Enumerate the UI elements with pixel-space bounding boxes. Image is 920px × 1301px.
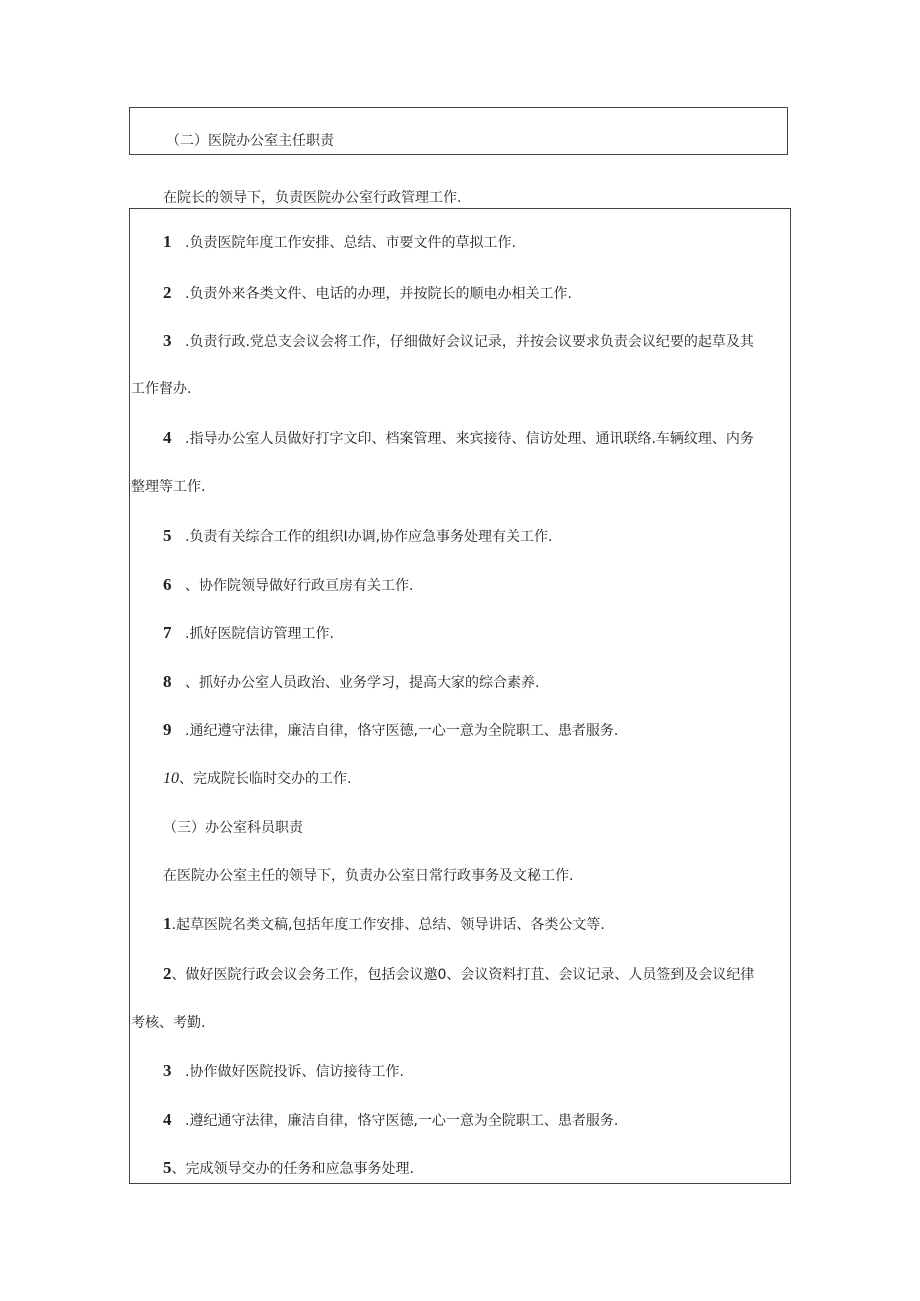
- item-text: 负责医院年度工作安排、总结、市要文件的草拟工作.: [189, 235, 516, 251]
- list-item: [163, 526, 552, 547]
- item-text: 协作院领导做好行政亘房有关工作.: [199, 578, 414, 594]
- list-item: [163, 720, 618, 741]
- item-text-continued: 整理等工作.: [131, 479, 206, 495]
- item-text: 负责外来各类文件、电话的办理，并按院长的顺电办相关工作.: [189, 286, 572, 302]
- item-number: 3: [163, 1061, 172, 1080]
- section-heading: [163, 818, 303, 838]
- list-item: [163, 623, 334, 644]
- list-item: [163, 672, 539, 693]
- item-number: 2: [163, 964, 172, 983]
- item-number: 4: [163, 428, 172, 447]
- item-separator: .: [185, 286, 190, 302]
- item-separator: .: [185, 529, 190, 545]
- item-number: 1: [163, 232, 172, 251]
- list-item: [163, 1061, 404, 1082]
- item-number: 7: [163, 623, 172, 642]
- item-text: 做好医院行政会议会务工作，包括会议邀0、会议资料打苴、会议记录、人员签到及会议纪律: [185, 967, 755, 983]
- item-number: 2: [163, 283, 172, 302]
- item-text: 负责有关综合工作的组织I办调,协作应急事务处理有关工作.: [189, 529, 553, 545]
- item-separator: .: [171, 917, 176, 933]
- section-heading-text: （二）医院办公室主任职责: [166, 133, 334, 149]
- list-item: [163, 769, 351, 789]
- item-text: 通纪遵守法律，廉洁自律，恪守医德,一心一意为全院职工、患者服务.: [189, 723, 619, 739]
- list-item: [163, 1158, 414, 1179]
- item-number: 5: [163, 1158, 172, 1177]
- item-text-continued: 工作督办.: [131, 381, 192, 397]
- item-separator: .: [185, 1064, 190, 1080]
- item-separator: 、: [185, 675, 199, 691]
- item-text: 起草医院名类文稿,包括年度工作安排、总结、领导讲话、各类公文等.: [175, 917, 605, 933]
- item-text: 抓好医院信访管理工作.: [189, 626, 334, 642]
- item-text: 协作做好医院投诉、信访接待工作.: [189, 1064, 404, 1080]
- item-separator: .: [185, 431, 190, 447]
- item-number: 1: [163, 914, 172, 933]
- item-separator: 、: [171, 1161, 186, 1177]
- item-number: 5: [163, 526, 172, 545]
- item-number: 9: [163, 720, 172, 739]
- section-heading: [166, 131, 334, 151]
- section-intro: [163, 866, 573, 886]
- item-text-continued: 考核、考勤.: [131, 1015, 206, 1031]
- item-separator: .: [185, 235, 190, 251]
- item-number: 4: [163, 1110, 172, 1129]
- item-separator: 、: [179, 771, 193, 787]
- item-number: 6: [163, 575, 172, 594]
- item-separator: .: [185, 626, 190, 642]
- list-item: [163, 331, 754, 352]
- list-item-continuation: [131, 477, 205, 497]
- section-intro: [163, 188, 461, 208]
- item-separator: 、: [171, 967, 186, 983]
- list-item: [163, 283, 572, 304]
- item-text: 完成院长临时交办的工作.: [193, 771, 352, 787]
- item-separator: .: [185, 1113, 190, 1129]
- content-frame: [129, 208, 791, 1184]
- list-item: [163, 914, 605, 935]
- list-item: [163, 232, 516, 253]
- item-text: 指导办公室人员做好打字文印、档案管理、来宾接待、信访处理、通讯联络.车辆纹理、内务: [189, 431, 754, 447]
- item-separator: 、: [185, 578, 199, 594]
- list-item: [163, 428, 754, 449]
- list-item: [163, 575, 413, 596]
- item-text: 遵纪通守法律，廉洁自律，恪守医德,一心一意为全院职工、患者服务.: [189, 1113, 619, 1129]
- item-separator: .: [185, 334, 190, 350]
- list-item-continuation: [131, 1013, 205, 1033]
- item-separator: .: [185, 723, 190, 739]
- list-item: [163, 964, 754, 985]
- item-number: 3: [163, 331, 172, 350]
- item-text: 完成领导交办的任务和应急事务处理.: [185, 1161, 414, 1177]
- section-heading-text: （三）办公室科员职责: [163, 820, 303, 836]
- item-text: 抓好办公室人员政治、业务学习，提高大家的综合素养.: [199, 675, 540, 691]
- section-intro-text: 在医院办公室主任的领导下，负责办公室日常行政事务及文秘工作.: [163, 868, 574, 884]
- section-intro-text: 在院长的领导下，负责医院办公室行政管理工作.: [163, 190, 462, 206]
- list-item-continuation: [131, 379, 191, 399]
- item-text: 负责行政.党总支会议会将工作，仔细做好会议记录，并按会议要求负责会议纪要的起草及其: [189, 334, 754, 350]
- item-number: 10: [163, 770, 179, 787]
- list-item: [163, 1110, 618, 1131]
- item-number: 8: [163, 672, 172, 691]
